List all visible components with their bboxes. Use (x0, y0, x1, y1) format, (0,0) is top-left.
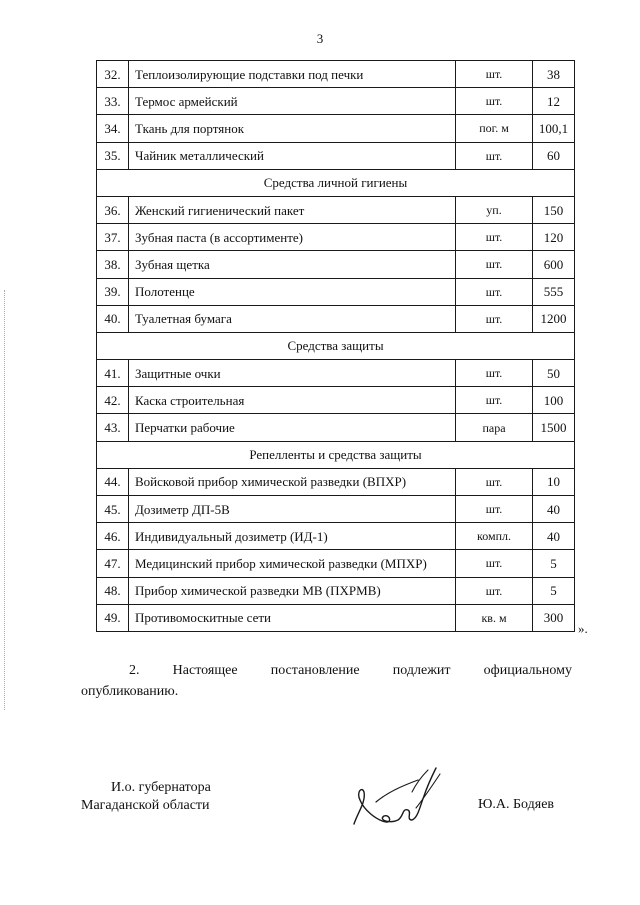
item-unit: шт. (456, 88, 533, 115)
item-name: Туалетная бумага (129, 305, 456, 332)
item-name: Термос армейский (129, 88, 456, 115)
item-number: 40. (97, 305, 129, 332)
item-quantity: 150 (533, 196, 575, 223)
section-title: Репелленты и средства защиты (97, 441, 575, 468)
item-quantity: 5 (533, 577, 575, 604)
item-unit: шт. (456, 468, 533, 495)
item-unit: шт. (456, 360, 533, 387)
item-number: 45. (97, 496, 129, 523)
item-unit: шт. (456, 251, 533, 278)
item-quantity: 60 (533, 142, 575, 169)
item-name: Каска строительная (129, 387, 456, 414)
item-name: Индивидуальный дозиметр (ИД-1) (129, 523, 456, 550)
section-header-row (97, 441, 575, 468)
table-row (97, 88, 575, 115)
item-number: 42. (97, 387, 129, 414)
table-row (97, 224, 575, 251)
section-title: Средства личной гигиены (97, 169, 575, 196)
table-row (97, 360, 575, 387)
item-unit: шт. (456, 61, 533, 88)
item-number: 34. (97, 115, 129, 142)
item-number: 36. (97, 196, 129, 223)
signer-name: Ю.А. Бодяев (478, 797, 555, 812)
table-row (97, 387, 575, 414)
table-row (97, 496, 575, 523)
item-unit: шт. (456, 142, 533, 169)
table-closing-quote: ». (578, 621, 588, 636)
margin-scan-artifact (4, 290, 7, 710)
item-unit: пог. м (456, 115, 533, 142)
table-row (97, 142, 575, 169)
item-quantity: 38 (533, 61, 575, 88)
item-unit: шт. (456, 305, 533, 332)
item-quantity: 12 (533, 88, 575, 115)
item-name: Ткань для портянок (129, 115, 456, 142)
item-number: 32. (97, 61, 129, 88)
item-number: 39. (97, 278, 129, 305)
item-name: Полотенце (129, 278, 456, 305)
table-row (97, 523, 575, 550)
paragraph-publication-line2: опубликованию. (81, 684, 179, 699)
item-name: Защитные очки (129, 360, 456, 387)
page-number: 3 (316, 31, 324, 46)
item-number: 35. (97, 142, 129, 169)
table-row (97, 414, 575, 441)
table-row (97, 61, 575, 88)
item-number: 33. (97, 88, 129, 115)
item-quantity: 120 (533, 224, 575, 251)
table-row (97, 305, 575, 332)
item-number: 38. (97, 251, 129, 278)
signer-position: И.о. губернатора (111, 780, 211, 795)
item-name: Медицинский прибор химической разведки (МПХР) (129, 550, 456, 577)
item-unit: шт. (456, 387, 533, 414)
item-name: Прибор химической разведки МВ (ПХРМВ) (129, 577, 456, 604)
table-row (97, 577, 575, 604)
item-name: Перчатки рабочие (129, 414, 456, 441)
item-quantity: 300 (533, 604, 575, 631)
signer-title (81, 779, 211, 815)
supplies-table-body (97, 61, 575, 632)
item-unit: шт. (456, 496, 533, 523)
item-quantity: 600 (533, 251, 575, 278)
handwritten-signature (346, 762, 446, 834)
item-number: 41. (97, 360, 129, 387)
item-name: Дозиметр ДП-5В (129, 496, 456, 523)
supplies-table (96, 60, 575, 632)
table-row (97, 196, 575, 223)
item-name: Зубная паста (в ассортименте) (129, 224, 456, 251)
item-quantity: 1200 (533, 305, 575, 332)
item-number: 44. (97, 468, 129, 495)
item-unit: шт. (456, 278, 533, 305)
item-quantity: 50 (533, 360, 575, 387)
item-quantity: 40 (533, 496, 575, 523)
table-row (97, 468, 575, 495)
item-unit: шт. (456, 550, 533, 577)
item-name: Войсковой прибор химической разведки (ВПХР) (129, 468, 456, 495)
item-name: Противомоскитные сети (129, 604, 456, 631)
section-title: Средства защиты (97, 332, 575, 359)
item-name: Чайник металлический (129, 142, 456, 169)
item-quantity: 5 (533, 550, 575, 577)
item-name: Теплоизолирующие подставки под печки (129, 61, 456, 88)
item-unit: кв. м (456, 604, 533, 631)
table-row (97, 278, 575, 305)
item-name: Зубная щетка (129, 251, 456, 278)
table-row (97, 115, 575, 142)
item-quantity: 10 (533, 468, 575, 495)
item-unit: шт. (456, 224, 533, 251)
item-quantity: 1500 (533, 414, 575, 441)
item-name: Женский гигиенический пакет (129, 196, 456, 223)
item-unit: шт. (456, 577, 533, 604)
item-quantity: 100 (533, 387, 575, 414)
item-unit: уп. (456, 196, 533, 223)
section-header-row (97, 169, 575, 196)
item-quantity: 555 (533, 278, 575, 305)
item-unit: компл. (456, 523, 533, 550)
table-row (97, 550, 575, 577)
section-header-row (97, 332, 575, 359)
item-quantity: 40 (533, 523, 575, 550)
table-row (97, 604, 575, 631)
table-row (97, 251, 575, 278)
item-unit: пара (456, 414, 533, 441)
item-quantity: 100,1 (533, 115, 575, 142)
paragraph-publication-line1: 2. Настоящее постановление подлежит официальному (129, 663, 572, 678)
item-number: 49. (97, 604, 129, 631)
item-number: 37. (97, 224, 129, 251)
item-number: 43. (97, 414, 129, 441)
item-number: 48. (97, 577, 129, 604)
item-number: 46. (97, 523, 129, 550)
item-number: 47. (97, 550, 129, 577)
signer-region: Магаданской области (81, 798, 210, 813)
